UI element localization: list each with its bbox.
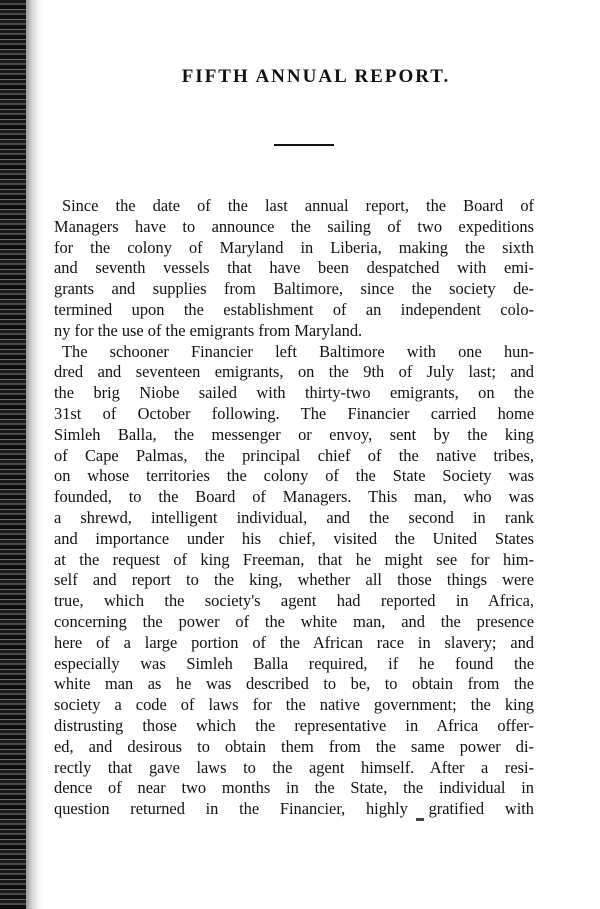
ink-speck — [416, 818, 424, 821]
text-line: especially was Simleh Balla required, if he found the — [54, 653, 534, 673]
title-divider-rule — [274, 144, 334, 146]
text-line: white man as he was described to be, to obtain from the — [54, 674, 534, 694]
text-line: distrusting those which the representative in Africa offer- — [54, 715, 534, 735]
text-line: rectly that gave laws to the agent himself. After a resi- — [54, 757, 534, 777]
text-line: society a code of laws for the native government; the king — [54, 695, 534, 715]
text-line: Since the date of the last annual report, the Board of — [62, 196, 534, 215]
text-line: true, which the society's agent had reported in Africa, — [54, 591, 534, 611]
page-gutter-shadow — [26, 0, 44, 909]
page-title: FIFTH ANNUAL REPORT. — [181, 66, 451, 87]
book-binding-edge — [0, 0, 26, 909]
text-line: at the request of king Freeman, that he might see for him- — [54, 549, 534, 569]
text-line: and seventh vessels that have been despatched with emi- — [54, 258, 534, 278]
text-line: ed, and desirous to obtain them from the same power di- — [54, 736, 534, 756]
report-body — [54, 196, 534, 820]
text-line: dence of near two months in the State, the individual in — [54, 778, 534, 798]
document-page — [46, 0, 586, 909]
text-line: concerning the power of the white man, and the presence — [54, 611, 534, 631]
text-line: dred and seventeen emigrants, on the 9th of July last; and — [54, 362, 534, 382]
text-line: Simleh Balla, the messenger or envoy, sent by the king — [54, 424, 534, 444]
text-line: 31st of October following. The Financier carried home — [54, 403, 534, 423]
text-line: of Cape Palmas, the principal chief of the native tribes, — [54, 445, 534, 465]
text-line: founded, to the Board of Managers. This man, who was — [54, 487, 534, 507]
text-line: termined upon the establishment of an independent colo- — [54, 299, 534, 319]
text-line: here of a large portion of the African race in slavery; and — [54, 632, 534, 652]
text-line: ny for the use of the emigrants from Maryland. — [54, 320, 363, 340]
text-line: Managers have to announce the sailing of two expeditions — [54, 216, 534, 236]
text-line: on whose territories the colony of the State Society was — [54, 466, 534, 486]
text-line: and importance under his chief, visited the United States — [54, 528, 534, 548]
text-line: The schooner Financier left Baltimore with one hun- — [62, 341, 534, 361]
text-line: self and report to the king, whether all those things were — [54, 570, 534, 590]
text-line: question returned in the Financier, highly gratified with — [54, 799, 534, 819]
text-line: grants and supplies from Baltimore, since the society de- — [54, 279, 534, 299]
text-line: for the colony of Maryland in Liberia, making the sixth — [54, 237, 534, 257]
text-line: a shrewd, intelligent individual, and the second in rank — [54, 507, 534, 527]
text-line: the brig Niobe sailed with thirty-two emigrants, on the — [54, 383, 534, 403]
